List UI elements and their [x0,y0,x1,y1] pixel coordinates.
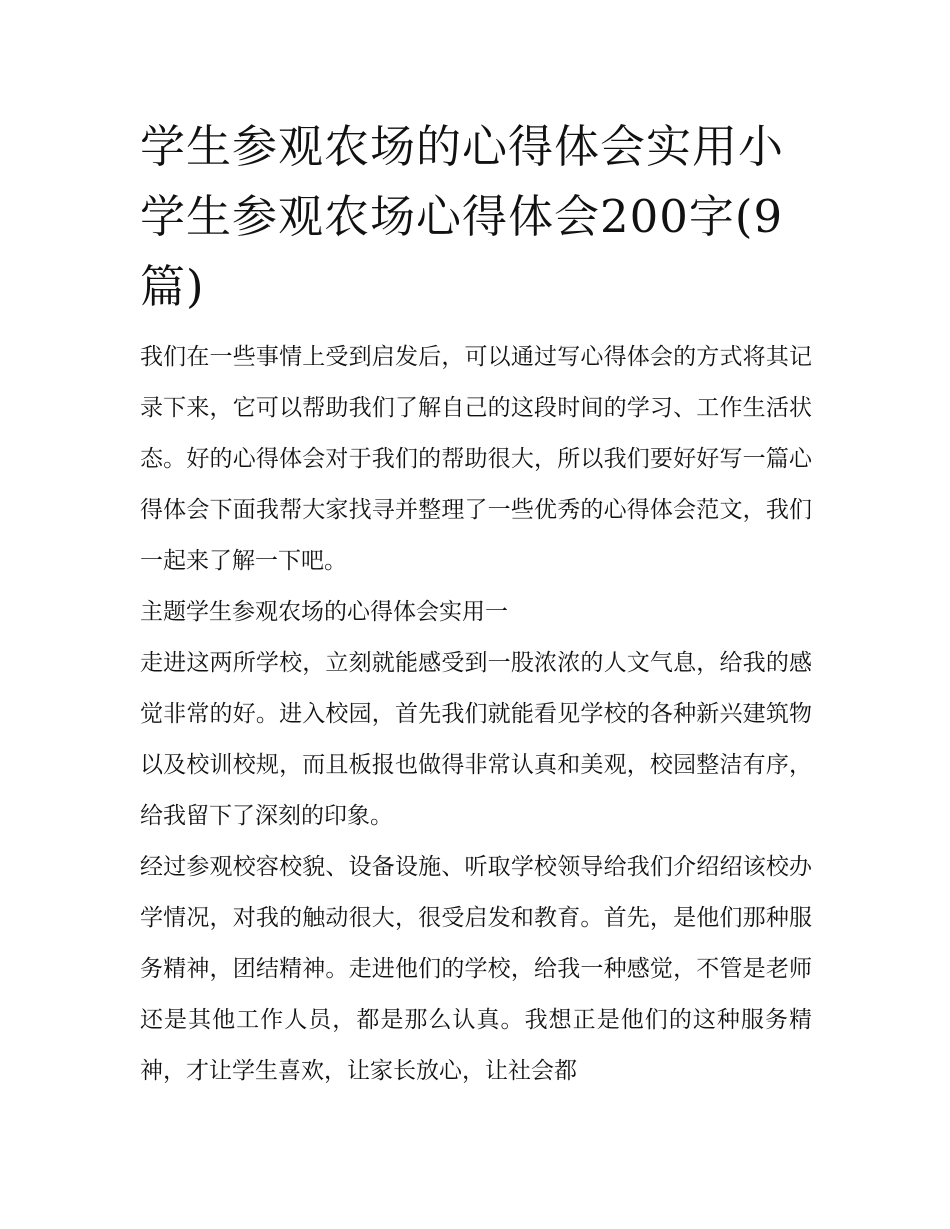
body-paragraph-2: 经过参观校容校貌、设备设施、听取学校领导给我们介绍绍该校办学情况，对我的触动很大，很受启发和教育。首先，是他们那种服务精神，团结精神。走进他们的学校，给我一种感觉，不管是老师还是其他工作人员，都是那么认真。我想正是他们的这种服务精神，才让学生喜欢，让家长放心，让社会都 [140,854,812,1084]
section-heading: 主题学生参观农场的心得体会实用一 [140,599,508,625]
body-paragraph-1: 走进这两所学校，立刻就能感受到一股浓浓的人文气息，给我的感觉非常的好。进入校园，首先我们就能看见学校的各种新兴建筑物以及校训校规，而且板报也做得非常认真和美观，校园整洁有序，给我留下了深刻的印象。 [140,650,812,829]
intro-paragraph: 我们在一些事情上受到启发后，可以通过写心得体会的方式将其记录下来，它可以帮助我们了解自己的这段时间的学习、工作生活状态。好的心得体会对于我们的帮助很大，所以我们要好好写一篇心得体会下面我帮大家找寻并整理了一些优秀的心得体会范文，我们一起来了解一下吧。 [140,344,812,574]
document-title: 学生参观农场的心得体会实用小学生参观农场心得体会200字(9篇) [140,120,785,313]
document-content [140,112,812,1097]
